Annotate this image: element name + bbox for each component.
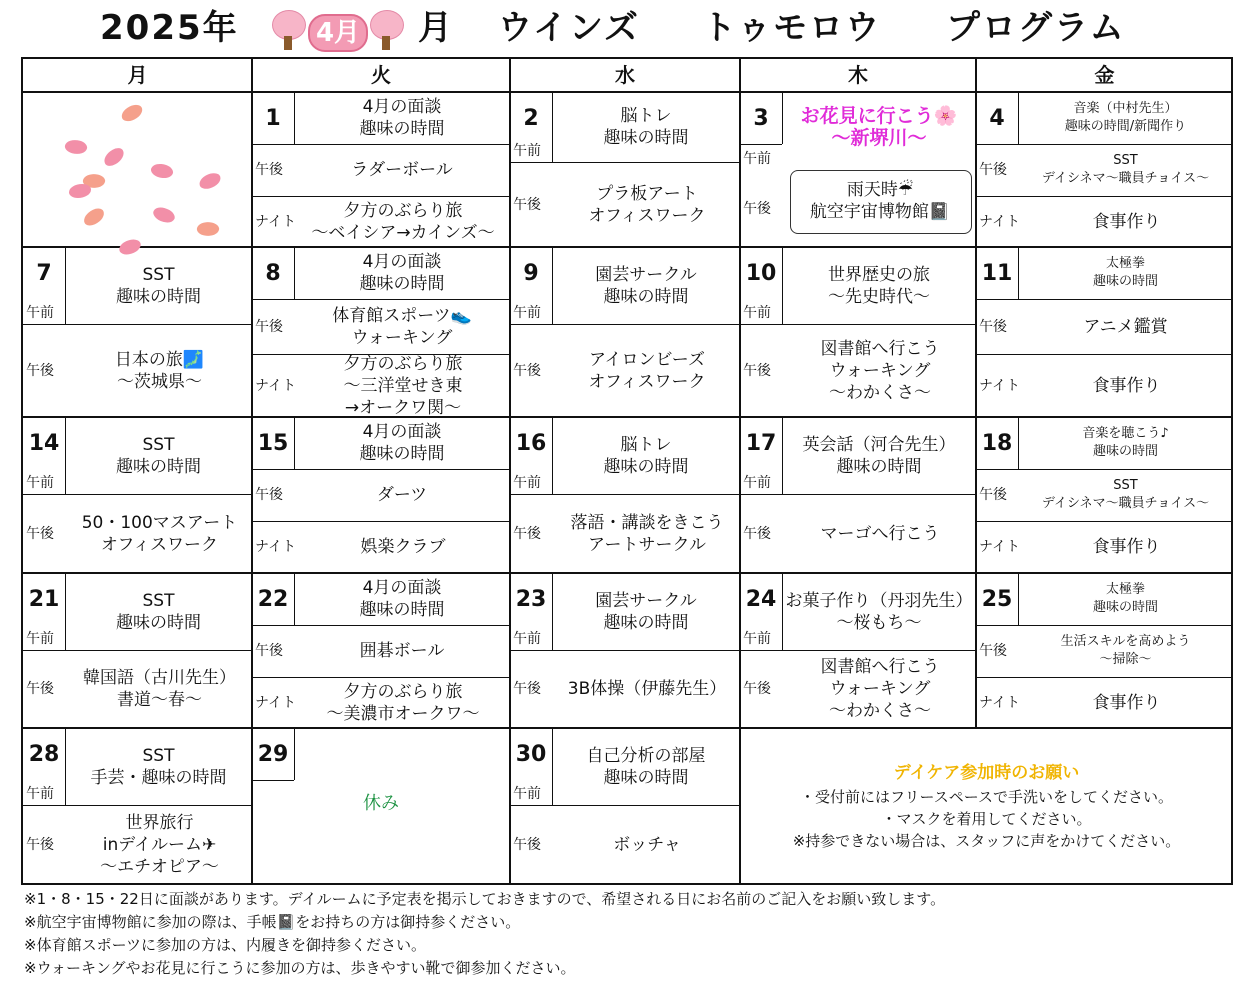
grid-line (976, 299, 1233, 300)
top-activity-text: 脳トレ (620, 106, 672, 126)
top-activity-text: 趣味の時間 (836, 456, 922, 477)
pm-label: 午後 (513, 681, 541, 697)
grid-line (252, 144, 510, 145)
pm-label: 午後 (255, 643, 283, 659)
grid-line (23, 246, 1233, 248)
day-number: 7 (36, 261, 52, 286)
day-number: 17 (745, 431, 777, 456)
pm-activity-text: SST (1113, 153, 1138, 168)
night-activity-text: 食事作り (1092, 692, 1161, 713)
grid-line (510, 805, 552, 806)
footer-note: ※ウォーキングやお花見に行こうに参加の方は、歩きやすい靴で御参加ください。 (24, 959, 576, 977)
grid-line (976, 196, 1233, 197)
night-label: ナイト (255, 694, 297, 711)
grid-line (552, 162, 740, 163)
am-label: 午前 (26, 475, 54, 491)
grid-line (252, 196, 510, 197)
pm-label: 午後 (26, 525, 54, 542)
pm-label: 午後 (26, 362, 54, 379)
grid-line (976, 354, 1233, 355)
top-activity-text: 趣味の時間 (359, 444, 445, 464)
day-number: 21 (28, 587, 60, 612)
pm-activity-text: ウォーキング (829, 679, 931, 699)
rain-plan-text: 雨天時☔ (846, 180, 914, 200)
day-number: 28 (28, 742, 60, 767)
grid-line (23, 324, 65, 325)
pm-activity-text: デイシネマ〜職員チョイス〜 (1041, 171, 1210, 186)
notice-line: ※持参できない場合は、スタッフに声をかけてください。 (792, 832, 1181, 850)
petal-icon (196, 220, 220, 238)
pm-label: 午後 (979, 487, 1007, 503)
grid-line (976, 677, 1233, 678)
grid-line (740, 650, 782, 651)
grid-line (252, 299, 510, 300)
pm-activity-text: ウォーキング (829, 360, 931, 381)
day-number: 4 (989, 106, 1005, 131)
top-activity-text: 趣味の時間 (603, 286, 689, 307)
day-number: 29 (257, 742, 289, 767)
grid-line (976, 521, 1233, 522)
grid-line (23, 494, 65, 495)
pm-activity-text: 〜わかくさ〜 (829, 701, 931, 721)
title-program: トゥモロウ (702, 8, 882, 48)
top-activity-text: 趣味の時間 (603, 612, 689, 633)
grid-line (65, 650, 252, 651)
grid-line (782, 324, 976, 325)
pm-activity-text: 図書館へ行こう (820, 338, 940, 359)
pm-activity-text: 書道〜春〜 (117, 690, 202, 710)
grid-line (294, 728, 295, 780)
pm-label: 午後 (26, 837, 54, 853)
top-activity-text: 脳トレ (620, 434, 672, 455)
am-label: 午前 (743, 631, 771, 647)
night-activity-text: 食事作り (1092, 375, 1161, 396)
footer-notes (24, 888, 1224, 980)
top-activity-text: 趣味の時間 (603, 456, 689, 477)
day-number: 3 (753, 106, 769, 131)
top-activity-text: SST (142, 434, 175, 455)
notice-line: ・受付前にはフリースペースで手洗いをしてください。 (800, 788, 1173, 806)
pm-activity-text: 体育館スポーツ👟 (332, 305, 472, 326)
top-activity-text: 趣味の時間 (1092, 274, 1158, 289)
petal-icon (198, 171, 223, 190)
am-label: 午前 (513, 786, 541, 802)
am-label: 午前 (26, 786, 54, 802)
pm-activity-text: 生活スキルを高めよう (1060, 634, 1191, 649)
pm-activity-text: オフィスワーク (588, 205, 706, 226)
top-activity-text: 趣味の時間 (359, 274, 445, 294)
day-number: 23 (515, 587, 547, 612)
pm-activity-text: プラ板アート (596, 183, 698, 204)
day-number: 2 (523, 106, 539, 131)
am-label: 午前 (743, 305, 771, 321)
top-activity-text: 英会話（河合先生） (802, 434, 956, 455)
pm-label: 午後 (743, 201, 771, 217)
day-number: 16 (515, 431, 547, 456)
am-label: 午前 (513, 305, 541, 321)
grid-line (252, 521, 510, 522)
pm-activity-text: SST (1113, 478, 1138, 493)
pm-activity-text: 韓国語（古川先生） (83, 668, 236, 688)
petal-icon (119, 103, 144, 124)
night-label: ナイト (979, 213, 1021, 230)
am-label: 午前 (513, 143, 541, 159)
pm-activity-text: アートサークル (588, 534, 706, 555)
am-label: 午前 (26, 305, 54, 321)
pm-label: 午後 (743, 525, 771, 542)
night-label: ナイト (255, 377, 297, 394)
hanami-text: 〜新堺川〜 (831, 127, 927, 149)
pm-activity-text: 50・100マスアート (81, 512, 238, 533)
top-activity-text: 趣味の時間 (603, 767, 689, 788)
top-activity-text: 太極拳 (1105, 582, 1145, 597)
grid-line (252, 469, 510, 470)
pm-activity-text: ウォーキング (351, 327, 453, 348)
top-activity-text: 4月の面談 (362, 422, 442, 442)
top-activity-text: 趣味の時間 (603, 128, 689, 148)
schedule-calendar (21, 57, 1233, 885)
top-activity-text: お菓子作り（丹羽先生） (785, 590, 973, 611)
pm-activity-text: 図書館へ行こう (820, 657, 940, 677)
petal-icon (101, 145, 127, 168)
top-activity-text: 手芸・趣味の時間 (90, 767, 227, 788)
pm-activity-text: inデイルーム✈ (102, 835, 217, 855)
top-activity-text: 音楽（中村先生） (1073, 101, 1178, 116)
weekday-header: 火 (371, 63, 391, 87)
weekday-header: 木 (848, 63, 868, 87)
petal-icon (81, 206, 107, 228)
day-number: 9 (523, 261, 539, 286)
sakura-tree-icon (270, 10, 306, 52)
night-label: ナイト (255, 539, 297, 555)
pm-activity-text: ダーツ (376, 485, 428, 505)
night-activity-text: 夕方のぶらり旅 (343, 681, 463, 702)
top-activity-text: 4月の面談 (362, 97, 442, 117)
day-number: 24 (745, 587, 777, 612)
month-badge-label: 4月 (308, 14, 368, 52)
pm-label: 午後 (743, 362, 771, 379)
grid-line (23, 572, 1233, 574)
month-badge (262, 10, 412, 52)
am-label: 午前 (743, 475, 771, 491)
grid-line (252, 625, 510, 626)
day-number: 14 (28, 431, 60, 456)
petal-icon (69, 184, 91, 198)
pm-label: 午後 (979, 162, 1007, 178)
day-number: 11 (981, 261, 1013, 286)
am-label: 午前 (513, 631, 541, 647)
grid-line (510, 162, 552, 163)
grid-line (510, 650, 552, 651)
pm-label: 午後 (255, 318, 283, 335)
rest-day-label: 休み (363, 793, 399, 814)
top-activity-text: SST (142, 264, 175, 285)
weekday-header: 月 (127, 63, 148, 87)
top-activity-text: 4月の面談 (362, 252, 442, 272)
title-word: プログラム (946, 8, 1126, 48)
day-number: 8 (265, 261, 281, 286)
pm-activity-text: 〜わかくさ〜 (829, 382, 931, 403)
night-label: ナイト (255, 213, 297, 230)
grid-line (23, 727, 1233, 729)
title-org: ウインズ (498, 8, 640, 48)
grid-line (23, 805, 65, 806)
top-activity-text: 趣味の時間 (1092, 600, 1158, 615)
grid-line (552, 805, 740, 806)
pm-label: 午後 (255, 162, 283, 178)
pm-activity-text: オフィスワーク (588, 371, 706, 392)
footer-note: ※体育館スポーツに参加の方は、内履きを御持参ください。 (24, 936, 426, 954)
footer-note: ※航空宇宙博物館に参加の際は、手帳📓をお持ちの方は御持参ください。 (24, 913, 521, 931)
pm-label: 午後 (255, 487, 283, 503)
pm-label: 午後 (743, 681, 771, 697)
pm-label: 午後 (513, 525, 541, 542)
grid-line (976, 469, 1233, 470)
grid-line (65, 324, 252, 325)
pm-label: 午後 (513, 196, 541, 213)
top-activity-text: SST (142, 590, 175, 611)
top-activity-text: 趣味の時間 (1092, 444, 1158, 459)
top-activity-text: 趣味の時間 (116, 612, 201, 633)
grid-line (23, 650, 65, 651)
day-number: 22 (257, 587, 289, 612)
grid-line (23, 416, 1233, 418)
day-number: 30 (515, 742, 547, 767)
top-activity-text: 太極拳 (1105, 256, 1145, 271)
grid-line (252, 677, 510, 678)
top-activity-text: 世界歴史の旅 (828, 264, 930, 285)
weekday-header: 金 (1094, 63, 1115, 87)
top-activity-text: 趣味の時間/新聞作り (1064, 119, 1187, 134)
night-activity-text: 〜三洋堂せき東 (343, 375, 463, 396)
pm-activity-text: ボッチャ (613, 835, 681, 855)
pm-activity-text: 囲碁ボール (359, 641, 445, 661)
pm-activity-text: マーゴへ行こう (820, 523, 940, 544)
sakura-tree-icon (368, 10, 404, 52)
night-activity-text: 〜美濃市オークワ〜 (326, 703, 480, 724)
grid-line (740, 324, 782, 325)
pm-activity-text: 落語・講談をきこう (570, 512, 724, 533)
night-activity-text: 夕方のぶらり旅 (343, 353, 463, 374)
grid-line (552, 324, 740, 325)
day-number: 15 (257, 431, 289, 456)
pm-activity-text: 〜エチオピア〜 (100, 857, 219, 877)
night-label: ナイト (979, 539, 1021, 555)
day-number: 10 (745, 261, 777, 286)
pm-activity-text: アイロンビーズ (589, 349, 705, 370)
night-activity-text: →オークワ関〜 (344, 397, 462, 418)
title-month-suffix: 月 (418, 8, 454, 48)
grid-line (976, 625, 1233, 626)
pm-activity-text: オフィスワーク (100, 534, 219, 555)
top-activity-text: 趣味の時間 (359, 600, 445, 620)
grid-line (252, 780, 294, 781)
petal-icon (118, 238, 142, 256)
page-title (0, 4, 1255, 54)
night-activity-text: 食事作り (1092, 211, 1161, 232)
top-activity-text: 自己分析の部屋 (586, 745, 706, 766)
top-activity-text: 趣味の時間 (116, 286, 201, 307)
pm-label: 午後 (513, 362, 541, 379)
top-activity-text: 〜桜もち〜 (836, 612, 922, 633)
notice-line: ・マスクを着用してください。 (881, 810, 1092, 828)
petal-icon (151, 203, 177, 226)
notice-title: デイケア参加時のお願い (893, 763, 1080, 783)
day-number: 1 (265, 106, 281, 131)
petal-icon (64, 137, 89, 156)
grid-line (740, 494, 782, 495)
rain-plan-text: 航空宇宙博物館📓 (809, 202, 951, 222)
pm-label: 午後 (26, 681, 54, 697)
footer-note: ※1・8・15・22日に面談があります。デイルームに予定表を掲示しておきますので、希望される日にお名前のご記入をお願い致します。 (24, 890, 946, 908)
day-number: 18 (981, 431, 1013, 456)
am-label: 午前 (513, 475, 541, 491)
pm-activity-text: 3B体操（伊藤先生） (567, 679, 727, 699)
top-activity-text: 〜先史時代〜 (828, 286, 930, 307)
grid-line (782, 494, 976, 495)
top-activity-text: 音楽を聴こう♪ (1082, 426, 1169, 441)
pm-activity-text: ラダーボール (351, 160, 453, 180)
top-activity-text: 園芸サークル (595, 264, 697, 285)
pm-activity-text: デイシネマ〜職員チョイス〜 (1041, 496, 1210, 511)
grid-line (510, 494, 552, 495)
pm-activity-text: アニメ鑑賞 (1083, 316, 1168, 337)
day-number: 25 (981, 587, 1013, 612)
grid-line (552, 494, 740, 495)
night-activity-text: 娯楽クラブ (360, 537, 446, 557)
grid-line (976, 144, 1233, 145)
top-activity-text: 趣味の時間 (359, 119, 445, 139)
am-label: 午前 (26, 631, 54, 647)
night-activity-text: 夕方のぶらり旅 (343, 200, 463, 221)
top-activity-text: 4月の面談 (362, 578, 442, 598)
pm-activity-text: 〜掃除〜 (1099, 652, 1152, 667)
grid-line (782, 650, 976, 651)
grid-line (65, 805, 252, 806)
top-activity-text: 園芸サークル (595, 590, 697, 611)
am-label: 午前 (743, 151, 771, 167)
grid-line (510, 324, 552, 325)
top-activity-text: SST (142, 745, 175, 766)
top-activity-text: 趣味の時間 (116, 456, 201, 477)
petal-icon (149, 161, 174, 182)
grid-line (740, 144, 782, 145)
pm-activity-text: 世界旅行 (125, 813, 194, 833)
night-label: ナイト (979, 377, 1021, 394)
pm-activity-text: 日本の旅🗾 (114, 349, 205, 370)
weekday-header: 水 (615, 63, 635, 87)
pm-label: 午後 (513, 837, 541, 853)
night-activity-text: 〜ベイシア→カインズ〜 (311, 222, 495, 243)
grid-line (65, 494, 252, 495)
night-label: ナイト (979, 694, 1021, 711)
grid-line (552, 650, 740, 651)
hanami-text: お花見に行こう🌸 (800, 105, 958, 127)
night-activity-text: 食事作り (1092, 537, 1161, 557)
title-year: 2025年 (100, 8, 239, 48)
pm-label: 午後 (979, 318, 1007, 335)
pm-label: 午後 (979, 643, 1007, 659)
pm-activity-text: 〜茨城県〜 (117, 371, 202, 392)
